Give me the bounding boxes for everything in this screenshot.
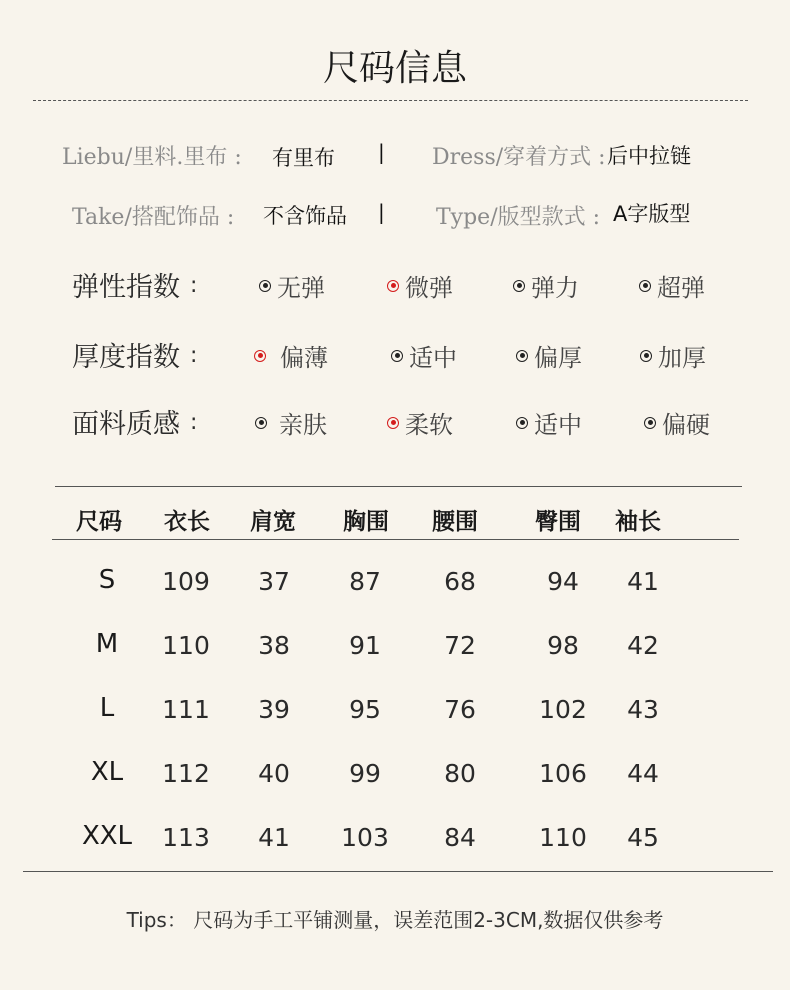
option-thick[interactable] bbox=[516, 338, 582, 373]
radio-icon bbox=[644, 417, 656, 429]
table-cell: 91 bbox=[349, 631, 381, 660]
table-cell: 41 bbox=[258, 823, 290, 852]
table-cell: 43 bbox=[627, 695, 659, 724]
thickness-label: 厚度指数 bbox=[72, 342, 180, 373]
dress-value: 后中拉链 bbox=[607, 144, 691, 168]
option-extra-thick[interactable] bbox=[640, 338, 706, 373]
table-cell: 98 bbox=[547, 631, 579, 660]
table-cell: 40 bbox=[258, 759, 290, 788]
lining-value: 有里布 bbox=[272, 146, 335, 170]
option-label: 偏薄 bbox=[280, 344, 328, 372]
option-label: 亲肤 bbox=[279, 411, 327, 439]
colon: : bbox=[190, 410, 198, 435]
tips-note: Tips： 尺码为手工平铺测量，误差范围2-3CM,数据仅供参考 bbox=[126, 908, 664, 932]
header-cell: 袖长 bbox=[615, 509, 661, 535]
option-medium[interactable] bbox=[391, 338, 457, 373]
table-cell: 110 bbox=[162, 631, 210, 660]
size-cell: L bbox=[99, 693, 115, 723]
radio-selected-icon bbox=[387, 280, 399, 292]
radio-icon bbox=[391, 350, 403, 362]
option-super-stretch[interactable] bbox=[639, 268, 705, 303]
table-top-rule bbox=[55, 486, 742, 487]
option-no-stretch[interactable] bbox=[259, 268, 325, 303]
option-soft[interactable] bbox=[387, 405, 453, 440]
option-label: 无弹 bbox=[277, 274, 325, 302]
option-moderate[interactable] bbox=[516, 405, 582, 440]
option-label: 偏厚 bbox=[534, 344, 582, 372]
size-cell: XXL bbox=[81, 821, 133, 851]
table-cell: 112 bbox=[162, 759, 210, 788]
table-bottom-rule bbox=[23, 871, 773, 872]
page-title: 尺码信息 bbox=[322, 48, 467, 89]
table-cell: 38 bbox=[258, 631, 290, 660]
table-cell: 42 bbox=[627, 631, 659, 660]
header-cell: 肩宽 bbox=[250, 509, 296, 535]
elasticity-label: 弹性指数 bbox=[72, 272, 180, 303]
colon: : bbox=[190, 343, 198, 368]
table-cell: 80 bbox=[444, 759, 476, 788]
table-cell: 102 bbox=[539, 695, 587, 724]
header-cell: 衣长 bbox=[164, 509, 210, 535]
table-cell: 103 bbox=[341, 823, 389, 852]
option-stiff[interactable] bbox=[644, 405, 710, 440]
take-value: 不含饰品 bbox=[263, 204, 347, 228]
radio-icon bbox=[639, 280, 651, 292]
table-header-rule bbox=[52, 539, 739, 540]
table-cell: 94 bbox=[547, 567, 579, 596]
type-value: A字版型 bbox=[613, 202, 691, 226]
take-label: Take/搭配饰品 : bbox=[72, 205, 235, 230]
option-label: 适中 bbox=[409, 344, 457, 372]
option-label: 超弹 bbox=[657, 274, 705, 302]
dress-label: Dress/穿着方式 : bbox=[432, 145, 606, 170]
header-cell: 尺码 bbox=[76, 509, 122, 535]
table-cell: 45 bbox=[627, 823, 659, 852]
table-cell: 87 bbox=[349, 567, 381, 596]
table-cell: 110 bbox=[539, 823, 587, 852]
header-cell: 胸围 bbox=[343, 509, 389, 535]
table-cell: 76 bbox=[444, 695, 476, 724]
texture-label: 面料质感 bbox=[72, 409, 180, 440]
size-cell: S bbox=[98, 565, 116, 595]
option-label: 弹力 bbox=[531, 274, 579, 302]
table-cell: 106 bbox=[539, 759, 587, 788]
radio-icon bbox=[513, 280, 525, 292]
option-label: 微弹 bbox=[405, 274, 453, 302]
table-cell: 41 bbox=[627, 567, 659, 596]
table-cell: 39 bbox=[258, 695, 290, 724]
option-label: 适中 bbox=[534, 411, 582, 439]
size-cell: M bbox=[95, 629, 119, 659]
table-cell: 111 bbox=[162, 695, 210, 724]
option-label: 加厚 bbox=[658, 344, 706, 372]
table-cell: 95 bbox=[349, 695, 381, 724]
table-cell: 113 bbox=[162, 823, 210, 852]
option-skin-friendly[interactable] bbox=[255, 405, 327, 440]
size-cell: XL bbox=[90, 757, 124, 787]
header-cell: 臀围 bbox=[535, 509, 581, 535]
table-cell: 72 bbox=[444, 631, 476, 660]
option-slight-stretch[interactable] bbox=[387, 268, 453, 303]
table-cell: 99 bbox=[349, 759, 381, 788]
table-cell: 109 bbox=[162, 567, 210, 596]
colon: : bbox=[190, 273, 198, 298]
radio-selected-icon bbox=[254, 350, 266, 362]
header-cell: 腰围 bbox=[432, 509, 478, 535]
radio-icon bbox=[516, 417, 528, 429]
type-label: Type/版型款式 : bbox=[436, 205, 601, 230]
separator: | bbox=[378, 200, 385, 224]
lining-label: Liebu/里料.里布 : bbox=[62, 145, 242, 170]
option-stretch[interactable] bbox=[513, 268, 579, 303]
dashed-divider bbox=[33, 100, 748, 101]
radio-icon bbox=[516, 350, 528, 362]
radio-icon bbox=[255, 417, 267, 429]
option-label: 柔软 bbox=[405, 411, 453, 439]
option-label: 偏硬 bbox=[662, 411, 710, 439]
separator: | bbox=[378, 140, 385, 164]
option-thin[interactable] bbox=[254, 338, 328, 373]
table-cell: 37 bbox=[258, 567, 290, 596]
table-cell: 44 bbox=[627, 759, 659, 788]
radio-icon bbox=[640, 350, 652, 362]
radio-selected-icon bbox=[387, 417, 399, 429]
table-cell: 68 bbox=[444, 567, 476, 596]
table-cell: 84 bbox=[444, 823, 476, 852]
radio-icon bbox=[259, 280, 271, 292]
